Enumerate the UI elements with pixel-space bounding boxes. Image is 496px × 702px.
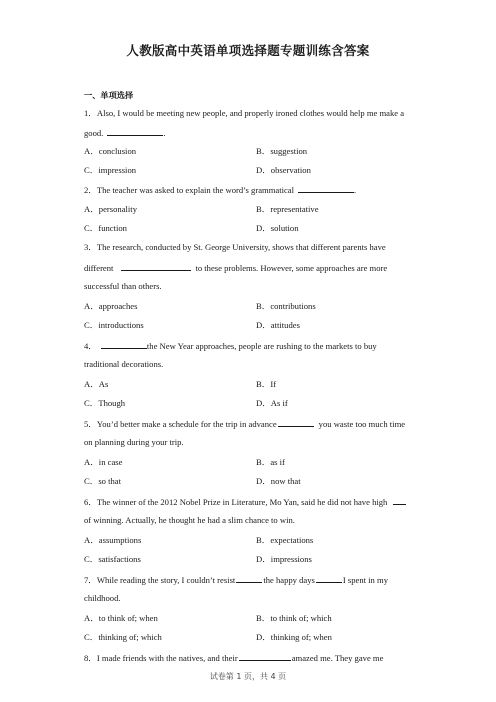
section-heading: 一、单项选择 — [84, 90, 134, 100]
question-3-line-2: different to these problems. However, some approaches are more — [84, 263, 388, 273]
question-8-line-1: 8．I made friends with the natives, and their amazed me. They gave me — [84, 653, 384, 663]
question-2-option-b[interactable]: B．representative — [256, 204, 319, 214]
question-6-option-c[interactable]: C．satisfactions — [84, 554, 141, 564]
question-5-option-d[interactable]: D．now that — [256, 476, 301, 486]
question-5-option-a[interactable]: A．in case — [84, 457, 123, 467]
question-1-option-c[interactable]: C．impression — [84, 165, 137, 175]
question-5-line-2: on planning during your trip. — [84, 437, 184, 447]
question-6-option-a[interactable]: A．assumptions — [84, 535, 142, 545]
question-3-option-b[interactable]: B．contributions — [256, 301, 316, 311]
question-4-option-b[interactable]: B．If — [256, 379, 277, 389]
question-4-option-c[interactable]: C．Though — [84, 398, 126, 408]
question-3-line-1: 3．The research, conducted by St. George University, shows that different parents have — [84, 242, 386, 252]
page-footer: 试卷第 1 页，共 4 页 — [209, 672, 287, 681]
question-1-line-1: 1．Also, I would be meeting new people, and properly ironed clothes would help me make a — [84, 108, 405, 118]
answer-blank — [236, 574, 262, 583]
question-7-line-1: 7．While reading the story, I couldn’t resist the happy days I spent in my — [84, 575, 388, 585]
question-7-option-d[interactable]: D．thinking of; when — [256, 632, 332, 642]
question-7-option-b[interactable]: B．to think of; which — [256, 613, 332, 623]
question-5-option-c[interactable]: C．so that — [84, 476, 122, 486]
question-3-option-c[interactable]: C．introductions — [84, 320, 144, 330]
question-4-option-a[interactable]: A．As — [84, 379, 109, 389]
answer-blank — [278, 418, 314, 427]
question-1-option-a[interactable]: A．conclusion — [84, 146, 137, 156]
question-2-option-c[interactable]: C．function — [84, 223, 127, 233]
question-2-option-a[interactable]: A．personality — [84, 204, 137, 214]
answer-blank — [107, 127, 163, 136]
question-5-line-1: 5．You’d better make a schedule for the trip in advance you waste too much time — [84, 419, 406, 429]
question-7-option-a[interactable]: A．to think of; when — [84, 613, 158, 623]
question-6-line-1: 6．The winner of the 2012 Nobel Prize in Literature, Mo Yan, said he did not have high — [84, 496, 406, 508]
question-1-line-2: good. . — [84, 128, 166, 138]
answer-blank — [101, 340, 147, 349]
answer-blank — [239, 652, 291, 661]
question-2-option-d[interactable]: D．solution — [256, 223, 299, 233]
question-5-option-b[interactable]: B．as if — [256, 457, 285, 467]
question-1-option-d[interactable]: D．observation — [256, 165, 311, 175]
answer-blank — [316, 574, 342, 583]
question-4-line-2: traditional decorations. — [84, 359, 164, 369]
question-1-option-b[interactable]: B．suggestion — [256, 146, 308, 156]
question-3-option-a[interactable]: A．approaches — [84, 301, 138, 311]
question-3-option-d[interactable]: D．attitudes — [256, 320, 300, 330]
question-3-line-3: successful than others. — [84, 281, 162, 291]
question-2-line-1: 2．The teacher was asked to explain the word’s grammatical . — [84, 185, 357, 195]
document-title: 人教版高中英语单项选择题专题训练含答案 — [126, 43, 370, 58]
question-6-line-2: of winning. Actually, he thought he had a slim chance to win. — [84, 515, 295, 525]
question-4-line-1: 4． the New Year approaches, people are rushing to the markets to buy — [84, 341, 377, 351]
answer-blank — [393, 496, 406, 505]
question-6-option-d[interactable]: D．impressions — [256, 554, 312, 564]
answer-blank — [121, 262, 191, 271]
question-7-option-c[interactable]: C．thinking of; which — [84, 632, 162, 642]
question-6-option-b[interactable]: B．expectations — [256, 535, 314, 545]
question-4-option-d[interactable]: D．As if — [256, 398, 288, 408]
question-7-line-2: childhood. — [84, 593, 121, 603]
answer-blank — [298, 184, 354, 193]
